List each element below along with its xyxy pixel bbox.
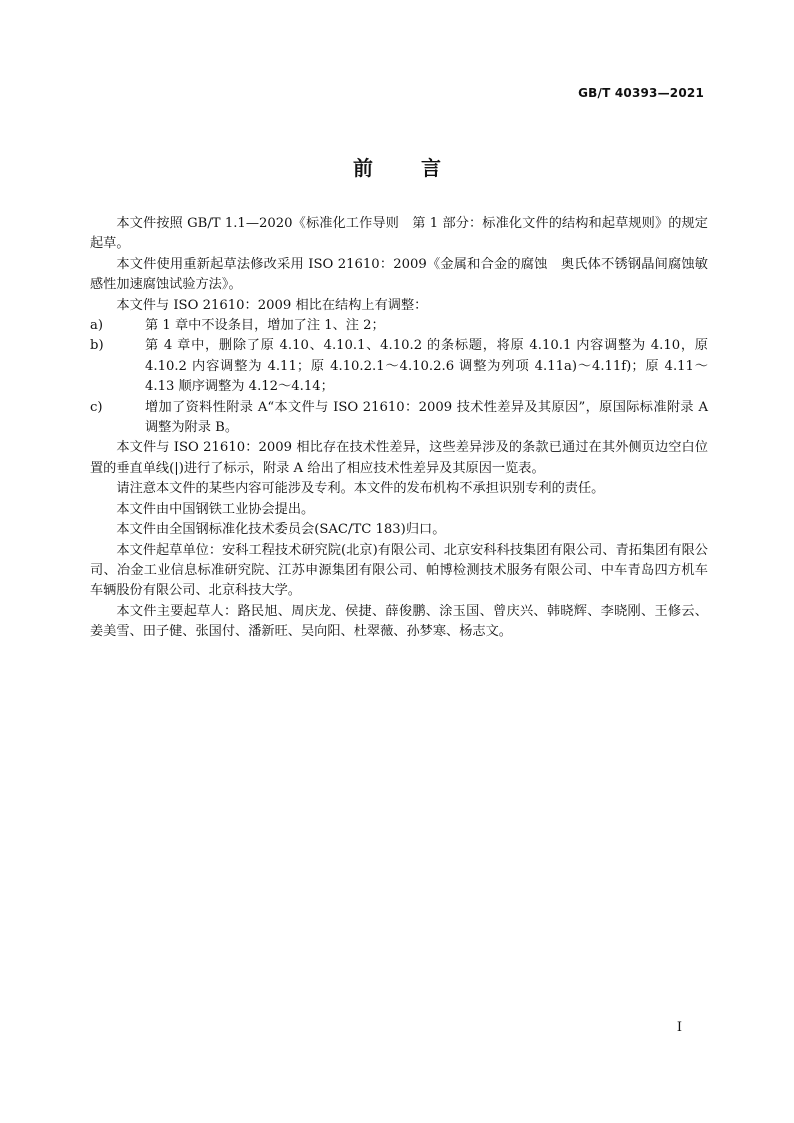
title-char-2: 言 xyxy=(421,156,441,180)
paragraph-technical-differences: 本文件与 ISO 21610：2009 相比存在技术性差异，这些差异涉及的条款已通过在其外侧页边空白位置的垂直单线(|)进行了标示，附录 A 给出了相应技术性差异及其原因一览表。 xyxy=(90,440,708,476)
paragraph-drafters: 本文件主要起草人：路民旭、周庆龙、侯捷、薛俊鹏、涂玉国、曾庆兴、韩晓辉、李晓刚、王修云、姜美雪、田子健、张国付、潘新旺、吴向阳、杜翠薇、孙梦寒、杨志文。 xyxy=(90,603,708,640)
paragraph-adoption-method: 本文件使用重新起草法修改采用 ISO 21610：2009《金属和合金的腐蚀 奥氏体不锈钢晶间腐蚀敏感性加速腐蚀试验方法》。 xyxy=(90,256,708,293)
page-title xyxy=(0,152,794,181)
list-marker: b) xyxy=(90,338,104,354)
paragraph-structure-changes: 本文件与 ISO 21610：2009 相比在结构上有调整： xyxy=(116,297,428,313)
standard-code: GB/T 40393—2021 xyxy=(578,86,704,100)
list-text: 第 1 章中不设条目，增加了注 1、注 2； xyxy=(145,318,385,334)
foreword-body xyxy=(90,214,708,643)
paragraph-patent-notice: 请注意本文件的某些内容可能涉及专利。本文件的发布机构不承担识别专利的责任。 xyxy=(116,481,605,497)
list-text: 第 4 章中，删除了原 4.10、4.10.1、4.10.2 的条标题，将原 4.10.1 内容调整为 4.10，原 4.10.2 内容调整为 4.11；原 4.10.2.1～4.10.2.6 调整为列项 4.11a)～4.11f)；原 4.11～4.13 顺序调整为 4.12～4.14； xyxy=(145,338,708,395)
list-item xyxy=(90,316,708,336)
list-marker: c) xyxy=(90,399,103,415)
paragraph-drafting-rules: 本文件按照 GB/T 1.1—2020《标准化工作导则 第 1 部分：标准化文件的结构和起草规则》的规定起草。 xyxy=(90,216,708,252)
paragraph-committee: 本文件由全国钢标准化技术委员会(SAC/TC 183)归口。 xyxy=(116,522,446,538)
title-char-1: 前 xyxy=(353,156,373,180)
list-marker: a) xyxy=(90,318,104,334)
page-number: I xyxy=(676,1020,682,1035)
list-text: 增加了资料性附录 A“本文件与 ISO 21610：2009 技术性差异及其原因”，原国际标准附录 A 调整为附录 B。 xyxy=(145,399,708,436)
paragraph-proposer: 本文件由中国钢铁工业协会提出。 xyxy=(116,501,315,517)
list-item xyxy=(90,336,708,397)
paragraph-drafting-units: 本文件起草单位：安科工程技术研究院(北京)有限公司、北京安科科技集团有限公司、青拓集团有限公司、冶金工业信息标准研究院、江苏申源集团有限公司、帕博检测技术服务有限公司、中车青岛四方机车车辆股份有限公司、北京科技大学。 xyxy=(90,542,708,599)
list-item xyxy=(90,398,708,439)
